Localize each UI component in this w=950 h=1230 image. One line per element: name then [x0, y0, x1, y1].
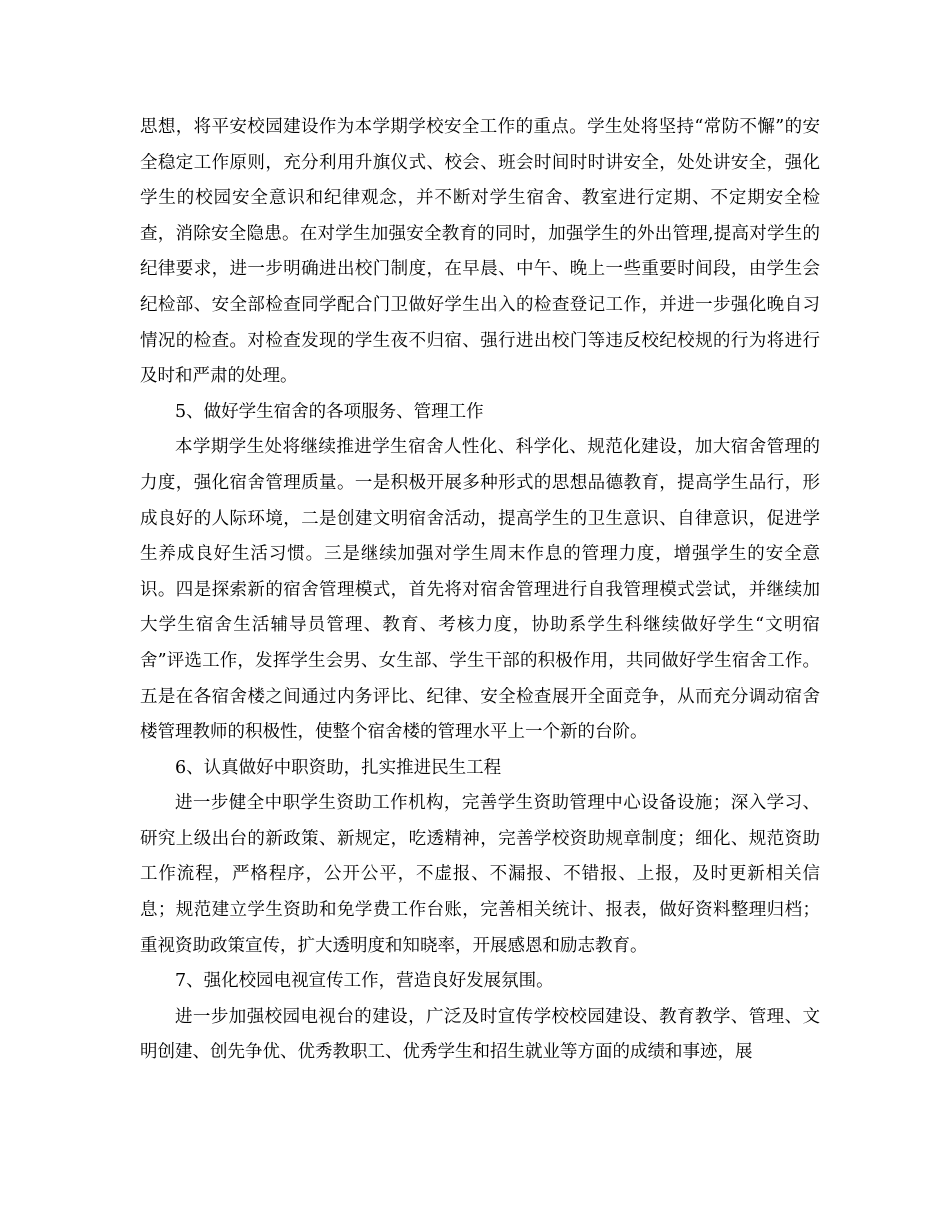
heading-campus-tv: 7、强化校园电视宣传工作，营造良好发展氛围。: [175, 971, 554, 992]
document-body: [140, 110, 820, 1071]
paragraph-vocational-aid: 进一步健全中职学生资助工作机构，完善学生资助管理中心设备设施；深入学习、研究上级出台的新政策、新规定，吃透精神，完善学校资助规章制度；细化、规范资助工作流程，严格程序，公开公平，不虚报、不漏报、不错报、上报，及时更新相关信息；规范建立学生资助和免学费工作台账，完善相关统计、报表，做好资料整理归档；重视资助政策宣传，扩大透明度和知晓率，开展感恩和励志教育。: [140, 793, 820, 956]
heading-dormitory-services: 5、做好学生宿舍的各项服务、管理工作: [175, 401, 484, 422]
heading-vocational-aid: 6、认真做好中职资助，扎实推进民生工程: [175, 757, 502, 778]
paragraph-dormitory-management: 本学期学生处将继续推进学生宿舍人性化、科学化、规范化建设，加大宿舍管理的力度，强化宿舍管理质量。一是积极开展多种形式的思想品德教育，提高学生品行，形成良好的人际环境，二是创建文明宿舍活动，提高学生的卫生意识、自律意识，促进学生养成良好生活习惯。三是继续加强对学生周末作息的管理力度，增强学生的安全意识。四是探索新的宿舍管理模式，首先将对宿舍管理进行自我管理模式尝试，并继续加大学生宿舍生活辅导员管理、教育、考核力度，协助系学生科继续做好学生“文明宿舍”评选工作，发挥学生会男、女生部、学生干部的积极作用，共同做好学生宿舍工作。五是在各宿舍楼之间通过内务评比、纪律、安全检查展开全面竞争，从而充分调动宿舍楼管理教师的积极性，使整个宿舍楼的管理水平上一个新的台阶。: [140, 437, 820, 743]
paragraph-campus-tv: 进一步加强校园电视台的建设，广泛及时宣传学校校园建设、教育教学、管理、文明创建、创先争优、优秀教职工、优秀学生和招生就业等方面的成绩和事迹，展: [140, 1006, 820, 1063]
paragraph-safety-continued: 思想，将平安校园建设作为本学期学校安全工作的重点。学生处将坚持“常防不懈”的安全稳定工作原则，充分利用升旗仪式、校会、班会时间时时讲安全，处处讲安全，强化学生的校园安全意识和纪律观念，并不断对学生宿舍、教室进行定期、不定期安全检查，消除安全隐患。在对学生加强安全教育的同时，加强学生的外出管理,提高对学生的纪律要求，进一步明确进出校门制度，在早晨、中午、晚上一些重要时间段，由学生会纪检部、安全部检查同学配合门卫做好学生出入的检查登记工作，并进一步强化晚自习情况的检查。对检查发现的学生夜不归宿、强行进出校门等违反校纪校规的行为将进行及时和严肃的处理。: [140, 117, 820, 387]
